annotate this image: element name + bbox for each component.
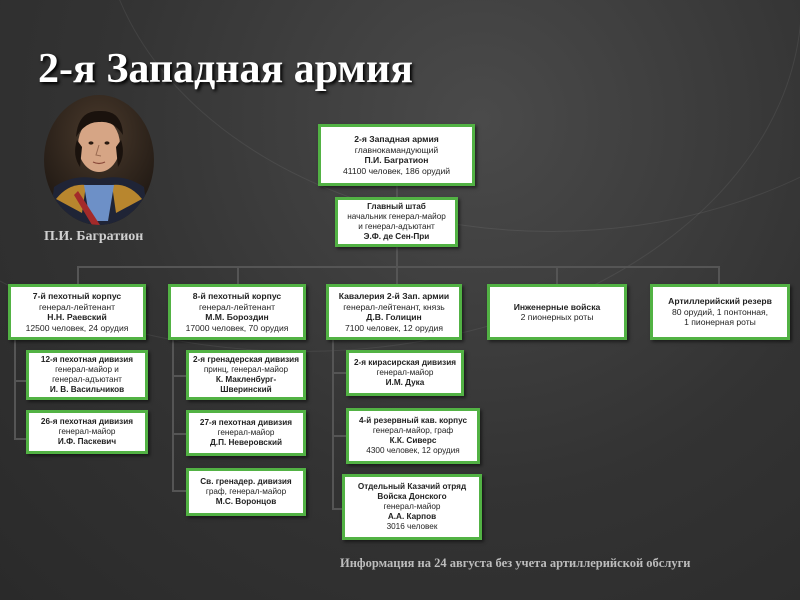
node-rank: генерал-майор: [383, 502, 441, 511]
node-strength: 1 пионерная роты: [684, 317, 756, 328]
node-rank: генерал-майор, граф: [372, 426, 454, 435]
org-node-don-cossack-detachment: [342, 474, 482, 540]
org-node-2nd-grenadier-division: [186, 350, 306, 400]
node-commander: Д.П. Неверовский: [209, 438, 283, 447]
node-strength: 17000 человек, 70 орудия: [185, 322, 289, 333]
node-rank: генерал-майор: [376, 368, 434, 377]
org-node-4th-reserve-cavalry-corps: [346, 408, 480, 464]
node-title: 27-я пехотная дивизия: [199, 418, 293, 427]
node-commander: П.И. Багратион: [364, 155, 429, 165]
connector-line: [332, 340, 334, 510]
node-rank: начальник генерал-майор: [347, 212, 446, 221]
portrait-caption: П.И. Багратион: [44, 229, 144, 244]
node-rank: граф, генерал-майор: [205, 487, 287, 496]
connector-line: [396, 247, 398, 266]
org-node-hq: [335, 197, 458, 247]
node-rank: генерал-майор: [217, 428, 275, 437]
node-title: Св. гренадер. дивизия: [200, 477, 292, 486]
connector-line: [332, 372, 346, 374]
node-commander: И.М. Дука: [385, 378, 425, 387]
node-title: Артиллерийский резерв: [668, 296, 772, 307]
node-rank: генерал-лейтенант: [38, 301, 116, 312]
node-commander: Д.В. Голицин: [366, 312, 422, 322]
node-title: Главный штаб: [367, 202, 426, 211]
org-node-artillery-reserve: [650, 284, 790, 340]
node-strength: 7100 человек, 12 орудия: [344, 322, 444, 333]
node-commander: И. В. Васильчиков: [49, 385, 125, 394]
node-commander: К.К. Сиверс: [389, 436, 437, 445]
node-rank: генерал-лейтенант: [198, 301, 276, 312]
connector-line: [77, 266, 720, 268]
org-node-combined-grenadier-division: [186, 468, 306, 516]
org-node-army: [318, 124, 475, 186]
footnote: Информация на 24 августа без учета артиллерийской обслуги: [340, 556, 691, 570]
connector-line: [14, 380, 26, 382]
org-node-27th-infantry-division: [186, 410, 306, 456]
connector-line: [556, 266, 558, 284]
slide-title: 2-я Западная армия: [38, 46, 413, 92]
connector-line: [396, 185, 398, 197]
node-title: Кавалерия 2-й Зап. армии: [338, 291, 450, 301]
node-strength: 80 орудий, 1 понтонная,: [671, 306, 769, 317]
portrait-image: [44, 95, 154, 225]
org-node-8th-infantry-corps: [168, 284, 306, 340]
node-strength: 4300 человек, 12 орудия: [366, 446, 460, 455]
node-title: Войска Донского: [377, 492, 447, 501]
org-node-engineers: [487, 284, 627, 340]
node-title: 4-й резервный кав. корпус: [358, 416, 467, 425]
node-commander: М.С. Воронцов: [215, 497, 277, 506]
connector-line: [14, 340, 16, 440]
node-commander: И.Ф. Паскевич: [57, 437, 117, 446]
node-commander: Шверинский: [220, 385, 272, 394]
connector-line: [172, 490, 186, 492]
node-rank: главнокамандующий: [354, 144, 439, 155]
node-title: Отдельный Казачий отряд: [357, 482, 467, 491]
node-title: 8-й пехотный корпус: [192, 291, 282, 301]
org-node-26th-infantry-division: [26, 410, 148, 454]
node-commander: А.А. Карпов: [387, 512, 437, 521]
connector-line: [172, 433, 186, 435]
node-strength: 41100 человек, 186 орудий: [342, 165, 451, 176]
connector-line: [332, 435, 346, 437]
connector-line: [172, 375, 186, 377]
org-node-2nd-cuirassier-division: [346, 350, 464, 396]
org-node-7th-infantry-corps: [8, 284, 146, 340]
connector-line: [14, 438, 26, 440]
node-commander: Э.Ф. де Сен-При: [363, 232, 430, 241]
connector-line: [237, 266, 239, 284]
node-title: 2-я кирасирская дивизия: [353, 358, 457, 367]
node-rank: генерал-майор и: [55, 365, 119, 374]
org-node-12th-infantry-division: [26, 350, 148, 400]
node-commander: Н.Н. Раевский: [47, 312, 107, 322]
node-commander: К. Макленбург-: [215, 375, 277, 384]
node-rank: принц, генерал-майор: [203, 365, 289, 374]
node-title: 12-я пехотная дивизия: [40, 355, 134, 364]
connector-line: [396, 266, 398, 284]
node-commander: М.М. Бороздин: [205, 312, 269, 322]
node-rank: генерал-лейтенант, князь: [343, 301, 445, 312]
node-strength: 12500 человек, 24 орудия: [25, 322, 129, 333]
node-title: 2-я гренадерская дивизия: [193, 355, 299, 364]
node-title: 26-я пехотная дивизия: [40, 417, 134, 426]
connector-line: [77, 266, 79, 284]
node-rank: и генерал-адъютант: [358, 222, 435, 231]
node-rank: генерал-майор: [58, 427, 116, 436]
connector-line: [718, 266, 720, 284]
node-title: 7-й пехотный корпус: [32, 291, 122, 301]
node-rank: генерал-адъютант: [52, 375, 122, 384]
org-node-cavalry: [326, 284, 462, 340]
node-title: 2-я Западная армия: [354, 134, 439, 144]
connector-line: [172, 340, 174, 490]
node-strength: 2 пионерных роты: [520, 312, 594, 322]
node-title: Инженерные войска: [513, 301, 601, 312]
node-strength: 3016 человек: [386, 522, 438, 531]
